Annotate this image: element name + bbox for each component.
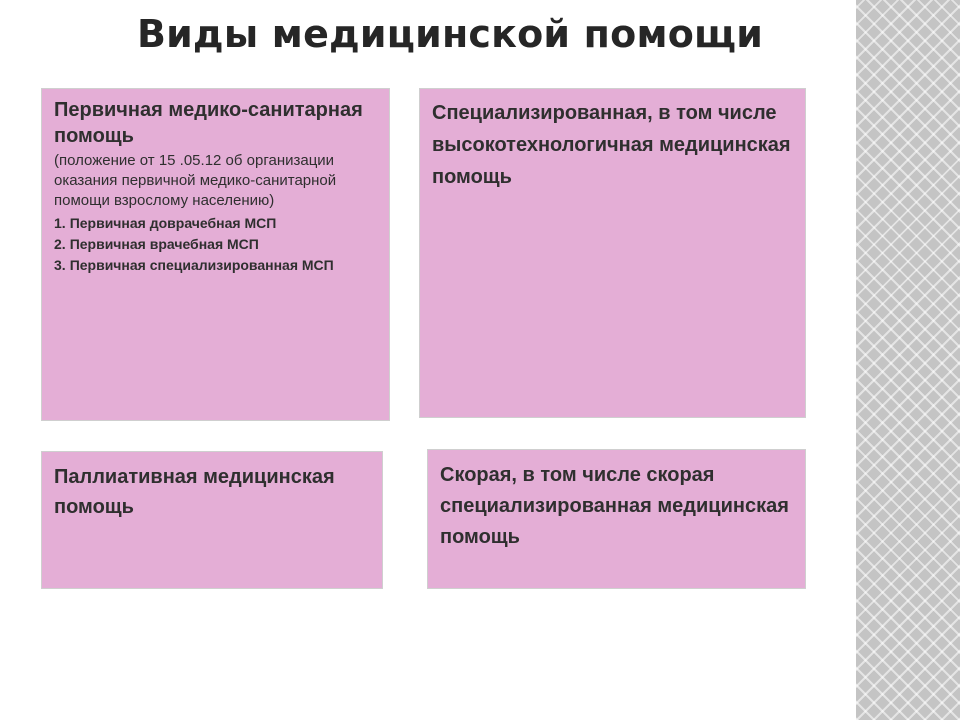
emergency-care-box [427,449,806,589]
primary-care-list [54,213,377,276]
specialized-care-box [419,88,806,418]
palliative-care-box [41,451,383,589]
primary-care-box [41,88,390,421]
primary-care-heading: Первичная медико-санитарная помощь [54,99,363,147]
emergency-care-heading: Скорая, в том числе скорая специализированная медицинская помощь [440,464,789,548]
primary-care-note: (положение от 15 .05.12 об организации оказания первичной медико-санитарной помощи взрослому населению) [54,152,337,209]
specialized-care-heading: Специализированная, в том числе высокотехнологичная медицинская помощь [432,102,791,188]
list-item: 1. Первичная доврачебная МСП [54,215,277,231]
decorative-side-pattern [856,0,960,720]
palliative-care-heading: Паллиативная медицинская помощь [54,466,335,518]
list-item: 2. Первичная врачебная МСП [54,236,259,252]
list-item: 3. Первичная специализированная МСП [54,257,334,273]
slide-title: Виды медицинской помощи [136,12,764,56]
